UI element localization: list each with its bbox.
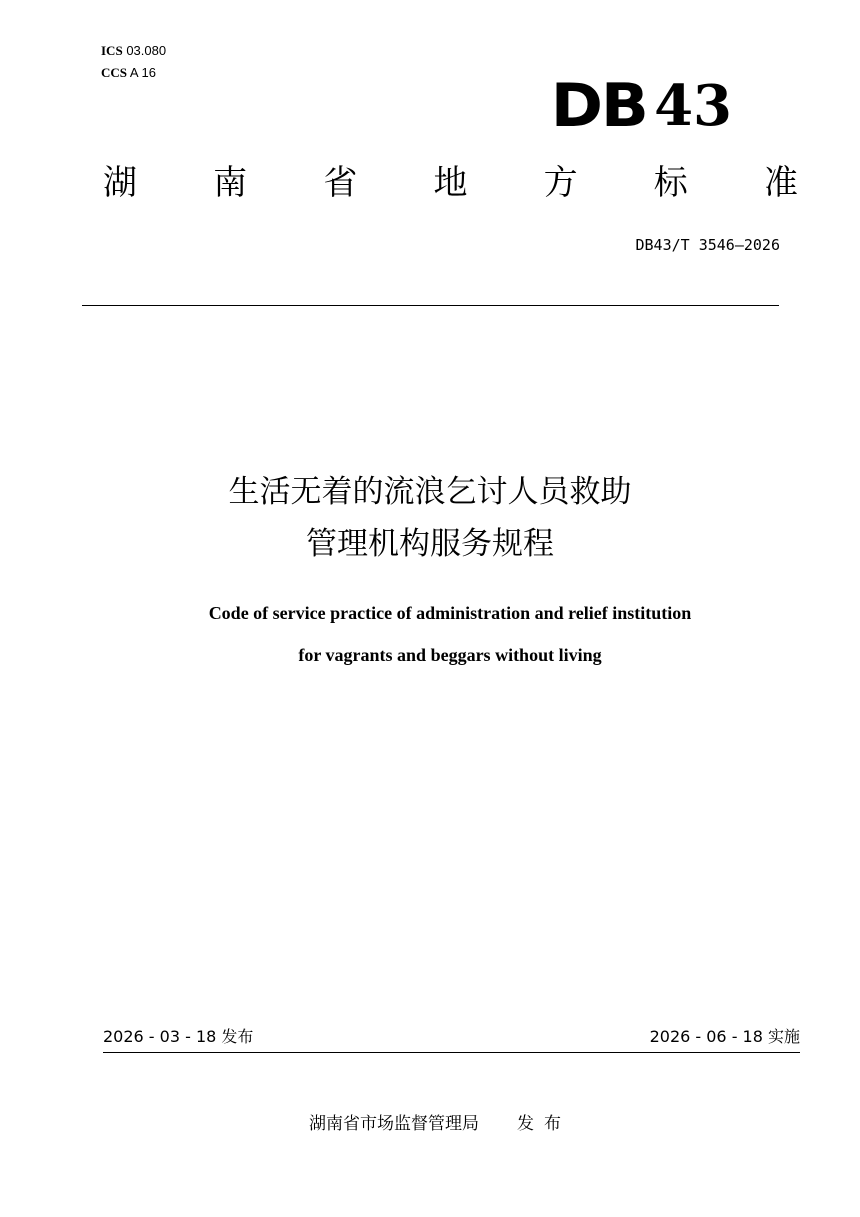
classification-block [101,40,166,84]
standard-code: DB43/T 3546—2026 [635,236,780,254]
ics-line [101,40,166,62]
standard-type-char: 湖 [103,163,137,203]
standard-type-heading [103,160,798,206]
issuer-line [0,1112,860,1136]
bottom-divider [103,1052,800,1053]
chinese-title [0,466,860,570]
english-title-line-2: for vagrants and beggars without living [298,645,602,665]
standard-type-char: 南 [213,163,248,203]
standard-type-char: 省 [323,163,358,203]
standard-type-char: 标 [653,163,688,203]
logo-number: 43 [654,73,732,139]
ccs-label: CCS [101,65,128,80]
ccs-value: A 16 [129,65,156,80]
top-divider [82,305,779,306]
ics-label: ICS [101,43,123,58]
issuer-name: 湖南省市场监督管理局 [309,1114,479,1134]
standard-type-char: 准 [763,163,798,203]
ics-value: 03.080 [126,43,167,58]
logo-letters: DB [550,71,647,141]
ccs-line [101,62,166,84]
issuer-action: 发布 [517,1114,571,1134]
english-title-line-1: Code of service practice of administration and relief institution [208,603,692,623]
standard-type-char: 方 [543,163,578,203]
implementation-date: 2026 - 06 - 18 实施 [649,1027,800,1046]
issue-date: 2026 - 03 - 18 发布 [103,1027,254,1046]
chinese-title-line-2: 管理机构服务规程 [306,526,554,562]
dates-row [103,1026,800,1048]
chinese-title-line-1: 生活无着的流浪乞讨人员救助 [228,474,632,510]
standard-type-char: 地 [433,163,468,203]
english-title [0,592,860,676]
db43-logo [550,71,732,141]
